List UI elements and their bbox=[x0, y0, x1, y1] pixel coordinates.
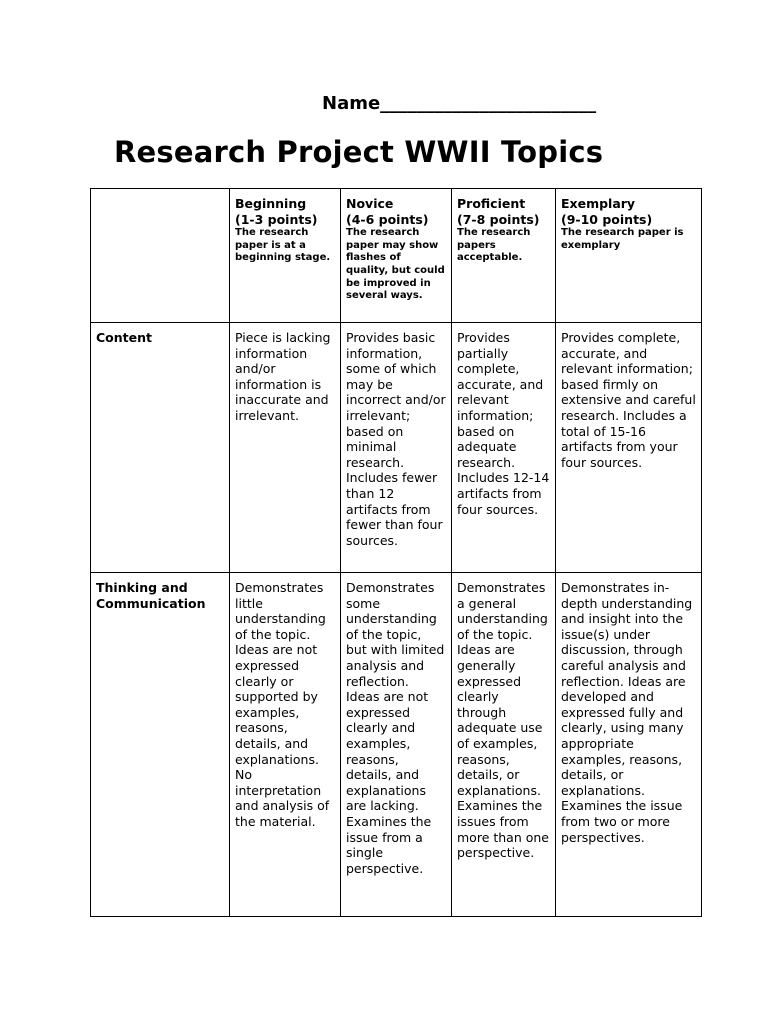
rubric-cell bbox=[452, 323, 556, 573]
level-name: Novice bbox=[346, 196, 394, 211]
rubric-header-row bbox=[91, 189, 702, 323]
level-header-exemplary bbox=[556, 189, 702, 323]
rubric-cell bbox=[556, 323, 702, 573]
criterion-label: Content bbox=[91, 323, 230, 573]
rubric-cell bbox=[230, 573, 341, 917]
level-description: The research paper may show flashes of quality, but could be improved in several ways. bbox=[346, 227, 445, 302]
criterion-label: Thinking and Communication bbox=[91, 573, 230, 917]
rubric-cell bbox=[341, 323, 452, 573]
level-name: Beginning bbox=[235, 196, 307, 211]
level-points: (4-6 points) bbox=[346, 211, 429, 227]
level-header-beginning bbox=[230, 189, 341, 323]
rubric-cell bbox=[230, 323, 341, 573]
page-title: Research Project WWII Topics bbox=[114, 135, 604, 169]
rubric-cell-text: Demonstrates a general understanding of the topic. Ideas are generally expressed clearly through adequate use of examples, reasons, details, or explanations. Examines the issues from more than one perspective. bbox=[457, 580, 549, 861]
rubric-table bbox=[90, 188, 702, 917]
level-points: (7-8 points) bbox=[457, 211, 540, 227]
level-description: The research paper is exemplary bbox=[561, 227, 684, 251]
rubric-cell-text: Demonstrates some understanding of the topic, but with limited analysis and reflection. Ideas are not expressed clearly and examples, reasons, details, and explanations are lacking. Examines the issue from a single perspective. bbox=[346, 580, 445, 876]
rubric-cell bbox=[452, 573, 556, 917]
rubric-cell-text: Provides basic information, some of which may be incorrect and/or irrelevant; based on minimal research. Includes fewer than 12 artifacts from fewer than four sources. bbox=[346, 330, 446, 548]
rubric-cell-text: Demonstrates little understanding of the topic. Ideas are not expressed clearly or supported by examples, reasons, details, and explanations. No interpretation and analysis of the material. bbox=[235, 580, 330, 829]
rubric-cell-text: Provides partially complete, accurate, and relevant information; based on adequate research. Includes 12-14 artifacts from four sources. bbox=[457, 330, 550, 517]
level-points: (9-10 points) bbox=[561, 211, 653, 227]
rubric-row-thinking-communication bbox=[91, 573, 702, 917]
name-field-label: Name________________________ bbox=[322, 93, 597, 114]
rubric-row-content bbox=[91, 323, 702, 573]
rubric-cell bbox=[556, 573, 702, 917]
level-header-proficient bbox=[452, 189, 556, 323]
level-description: The research papers acceptable. bbox=[457, 227, 531, 264]
rubric-cell-text: Piece is lacking information and/or information is inaccurate and irrelevant. bbox=[235, 330, 331, 423]
rubric-corner-cell bbox=[91, 189, 230, 323]
level-name: Proficient bbox=[457, 196, 526, 211]
level-header-novice bbox=[341, 189, 452, 323]
level-name: Exemplary bbox=[561, 196, 636, 211]
rubric-cell bbox=[341, 573, 452, 917]
level-points: (1-3 points) bbox=[235, 211, 318, 227]
rubric-cell-text: Provides complete, accurate, and relevant information; based firmly on extensive and careful research. Includes a total of 15-16 artifacts from your four sources. bbox=[561, 330, 696, 470]
rubric-cell-text: Demonstrates in-depth understanding and insight into the issue(s) under discussion, through careful analysis and reflection. Ideas are developed and expressed fully and clearly, using many appropriate examples, reasons, details, or explanations. Examines the issue from two or more perspectives. bbox=[561, 580, 693, 845]
level-description: The research paper is at a beginning stage. bbox=[235, 227, 331, 264]
